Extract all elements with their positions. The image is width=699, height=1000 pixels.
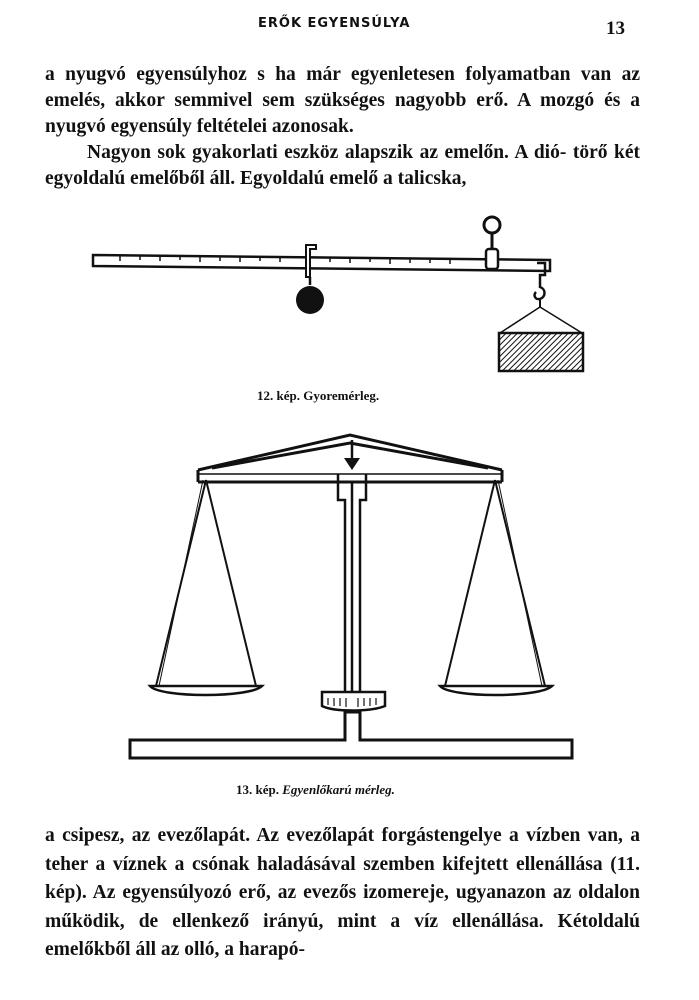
running-head: ERŐK EGYENSÚLYA bbox=[258, 16, 411, 31]
figure-13-label: 13. kép. bbox=[236, 782, 279, 797]
figure-12-steelyard-illustration bbox=[0, 205, 699, 385]
text-line: van, a teher a víznek a csónak haladásával szemben kifejtett bbox=[45, 825, 641, 875]
balance-pillar bbox=[338, 474, 366, 712]
load-hook bbox=[500, 263, 582, 333]
page-number: 13 bbox=[606, 18, 625, 39]
right-pan bbox=[440, 480, 552, 695]
figure-12-label: 12. kép. bbox=[257, 388, 300, 403]
balance-base bbox=[130, 712, 572, 758]
figure-13-name: Egyenlőkarú mérleg. bbox=[282, 782, 395, 797]
text-line: A mozgó és a nyugvó egyensúly feltételei azonosak. bbox=[45, 90, 640, 137]
paragraph-bottom bbox=[45, 822, 640, 965]
text-line: törő két egyoldalú emelőből áll. Egyoldalú emelő a talicska, bbox=[45, 142, 640, 189]
text-line: a csipesz, az evezőlapát. Az evezőlapát forgástengelye a vízben bbox=[45, 825, 581, 846]
hatched-load-block bbox=[499, 333, 583, 371]
steelyard-beam bbox=[93, 255, 550, 271]
figure-12-caption bbox=[257, 388, 379, 404]
left-pan bbox=[150, 480, 262, 695]
figure-13-equal-arm-balance-illustration bbox=[0, 430, 699, 775]
text-line: a víz ellenállása. Kétoldalú emelőkből áll az olló, a harapó- bbox=[45, 910, 640, 960]
text-line: ugyanazon az oldalon működik, de ellenkező irányú, mint bbox=[45, 882, 640, 932]
suspension-ring bbox=[484, 217, 500, 269]
text-line: van az emelés, akkor semmivel sem szükséges nagyobb erő. bbox=[45, 64, 641, 111]
figure-12-name: Gyoremérleg. bbox=[303, 388, 380, 403]
text-line: Nagyon sok gyakorlati eszköz alapszik az emelőn. A dió- bbox=[87, 142, 567, 163]
scale-dial bbox=[322, 692, 385, 711]
text-line: a nyugvó egyensúlyhoz s ha már egyenletesen folyamatban bbox=[45, 64, 571, 85]
sliding-weight bbox=[296, 245, 324, 314]
text-line: ellenállása (11. kép). Az egyensúlyozó erő, az evezős izomereje, bbox=[45, 853, 640, 903]
figure-13-caption bbox=[236, 782, 395, 798]
paragraph-top bbox=[45, 62, 640, 192]
